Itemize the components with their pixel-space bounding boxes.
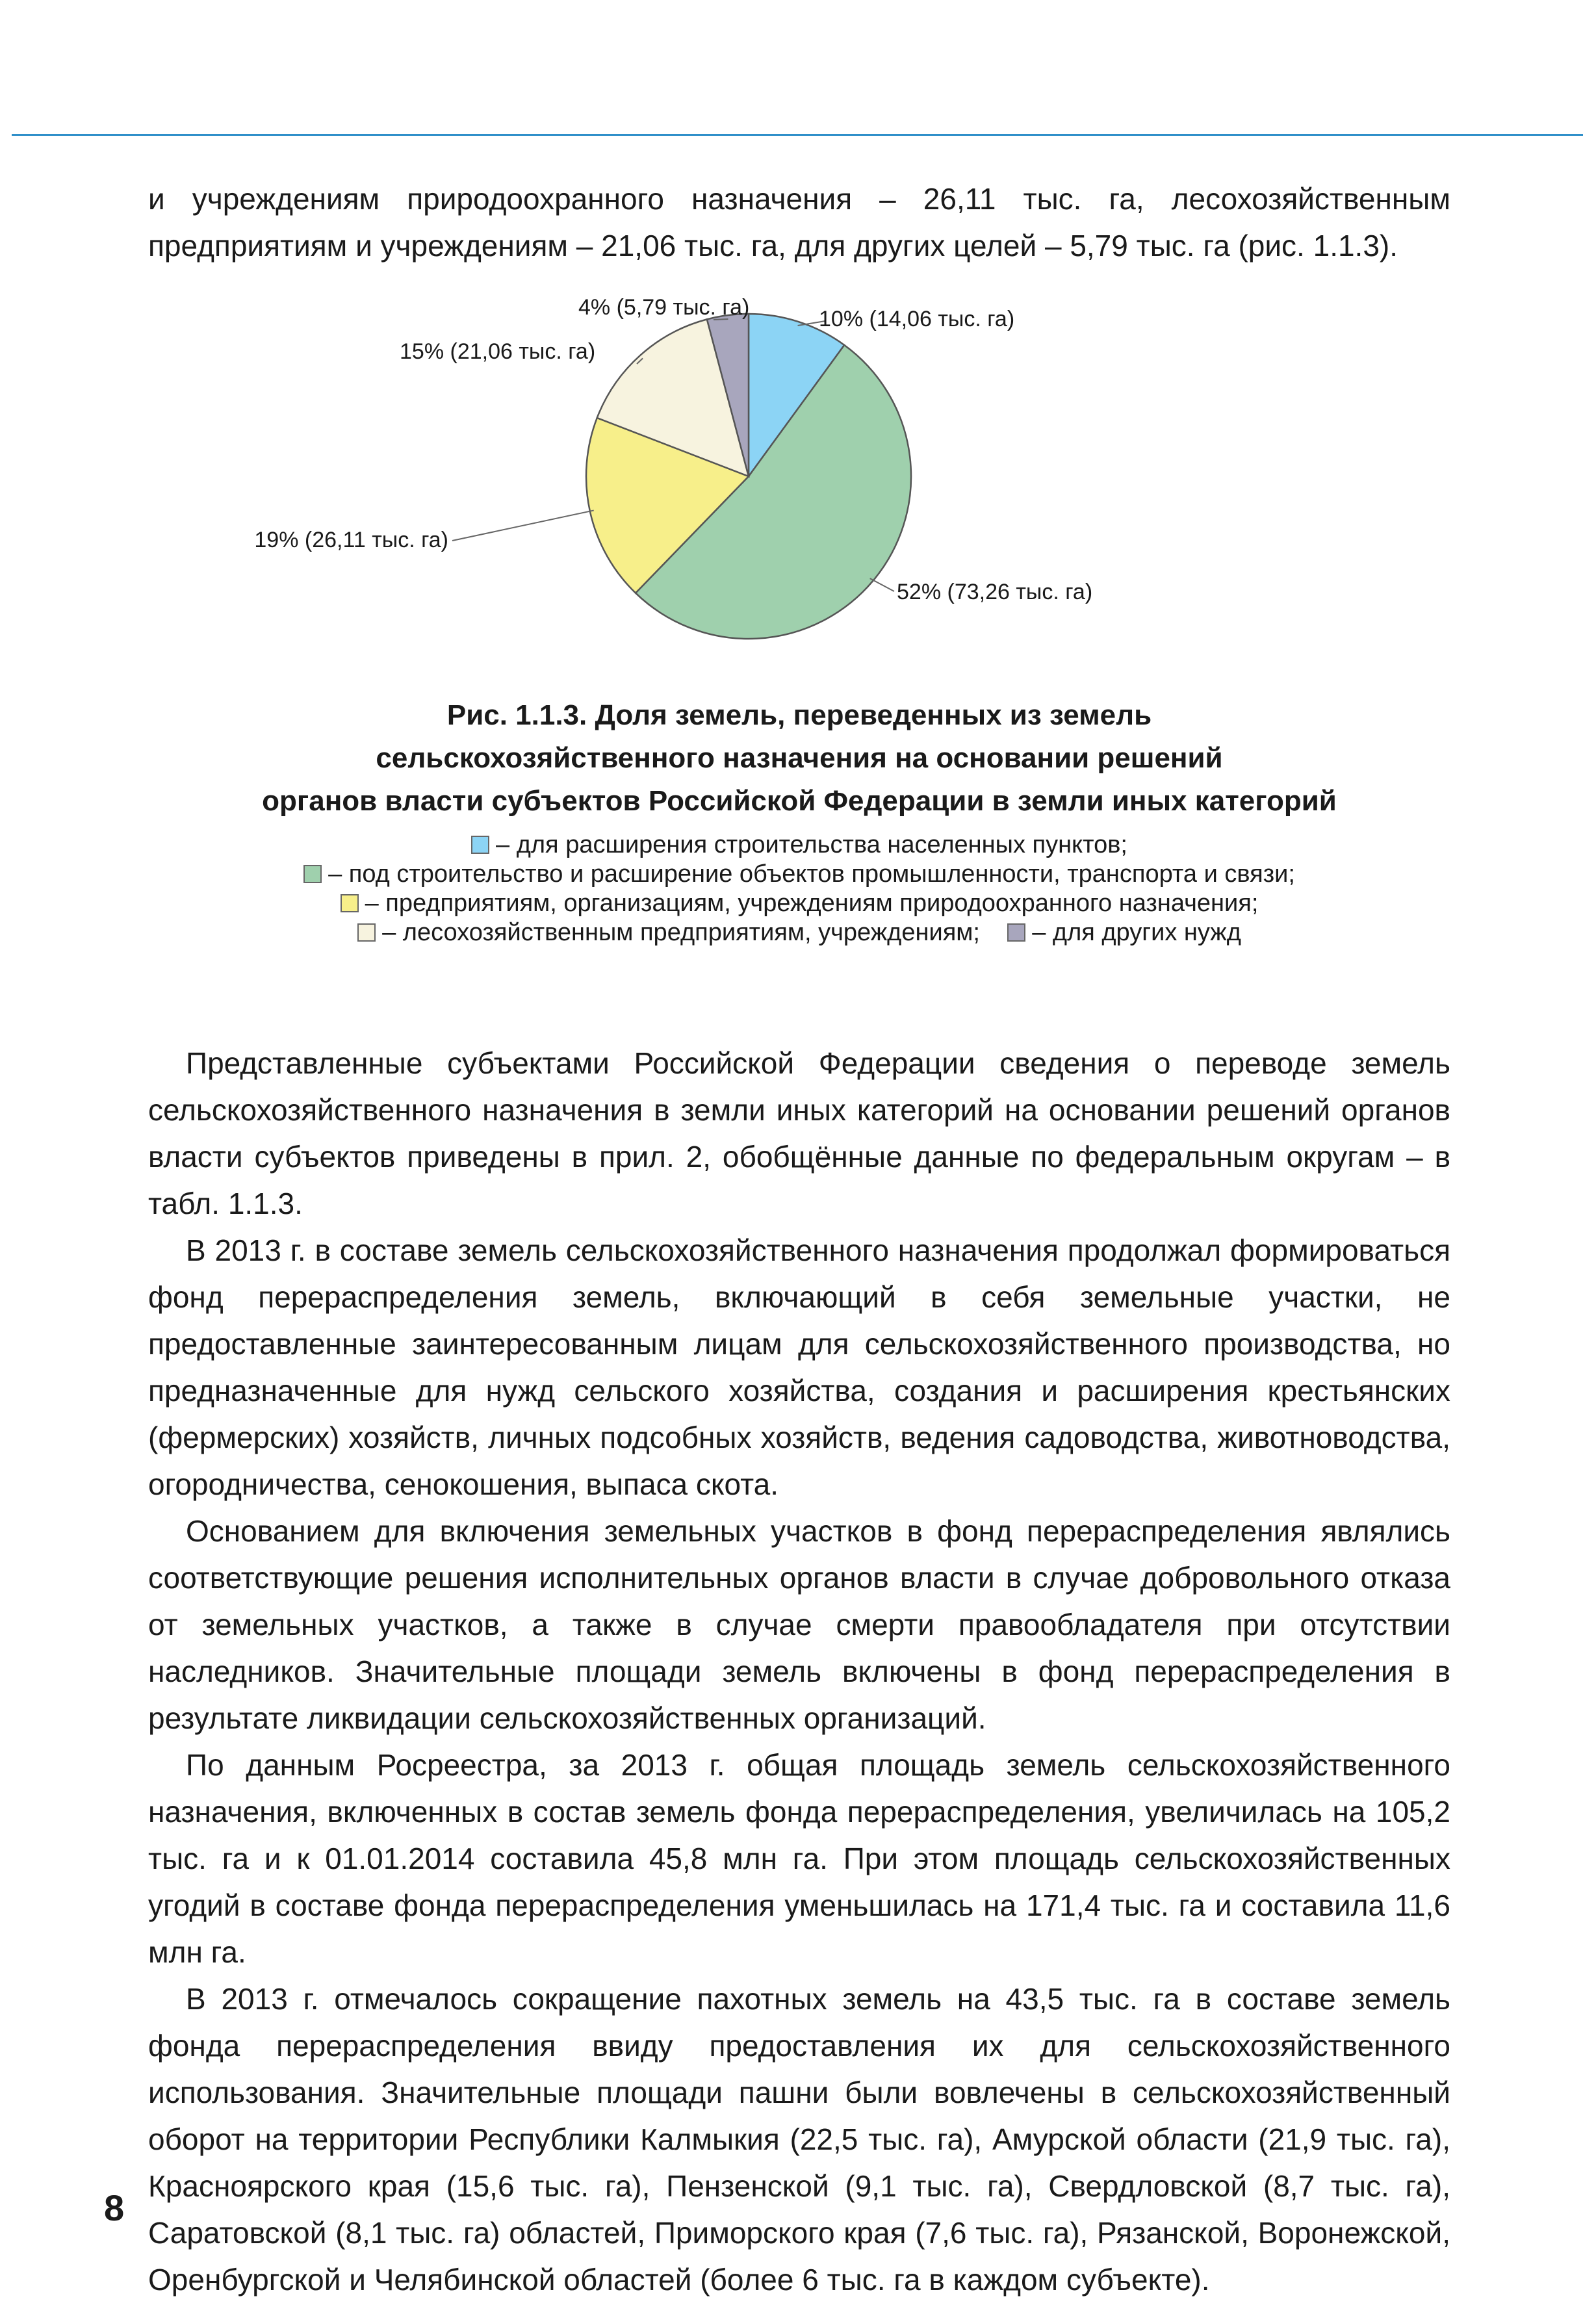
legend-text-5: – для других нужд (1032, 919, 1241, 946)
legend-text-2: – под строительство и расширение объектов промышленности, транспорта и связи; (328, 860, 1295, 888)
legend-item (341, 889, 1259, 918)
legend-text-1: – для расширения строительства населенных пунктов; (496, 831, 1127, 858)
legend-swatch-4 (357, 923, 376, 942)
pie-slice-label-5: 4% (5,79 тыс. га) (578, 295, 750, 320)
body-text (148, 1040, 1450, 2303)
legend-item (303, 860, 1295, 889)
leader-line-3 (452, 510, 594, 541)
intro-paragraph: и учреждениям природоохранного назначения – 26,11 тыс. га, лесохозяйственным предприятиям и учреждениям – 21,06 тыс. га, для других целей – 5,79 тыс. га (рис. 1.1.3). (148, 182, 1450, 263)
legend-swatch-3 (341, 894, 359, 912)
caption-line-1: Рис. 1.1.3. Доля земель, переведенных из земель (446, 699, 1152, 731)
legend-item (357, 918, 980, 947)
chart-legend (148, 830, 1450, 947)
body-paragraph: Основанием для включения земельных участков в фонд перераспределения являлись соответствующие решения исполнительных органов власти в случае добровольного отказа от земельных участков, а также в случае смерти правообладателя при отсутствии наследников. Значительные площади земель включены в фонд перераспределения в результате ликвидации сельскохозяйственных организаций. (148, 1514, 1450, 1735)
header-rule (12, 134, 1583, 136)
legend-item (471, 830, 1127, 860)
body-paragraph: По данным Росреестра, за 2013 г. общая площадь земель сельскохозяйственного назначения, включенных в состав земель фонда перераспределения, увеличилась на 105,2 тыс. га и к 01.01.2014 составила 45,8 млн га. При этом площадь сельскохозяйственных угодий в составе фонда перераспределения уменьшилась на 171,4 тыс. га и составила 11,6 млн га. (148, 1748, 1450, 1969)
caption-line-3: органов власти субъектов Российской Федерации в земли иных категорий (262, 785, 1337, 817)
caption-line-2: сельскохозяйственного назначения на основании решений (376, 742, 1223, 774)
legend-line (148, 889, 1450, 918)
legend-line (148, 918, 1450, 947)
pie-slice-label-2: 52% (73,26 тыс. га) (897, 580, 1093, 604)
legend-line (148, 830, 1450, 860)
body-paragraph: В 2013 г. в составе земель сельскохозяйственного назначения продолжал формироваться фонд перераспределения земель, включающий в себя земельные участки, не предоставленные заинтересованным лицам для сельскохозяйственного производства, но предназначенные для нужд сельского хозяйства, создания и расширения крестьянских (фермерских) хозяйств, личных подсобных хозяйств, ведения садоводства, животноводства, огородничества, сенокошения, выпаса скота. (148, 1233, 1450, 1501)
legend-line (148, 860, 1450, 889)
legend-swatch-5 (1007, 923, 1025, 942)
page-number: 8 (104, 2187, 125, 2228)
body-paragraph: В 2013 г. отмечалось сокращение пахотных земель на 43,5 тыс. га в составе земель фонда перераспределения ввиду предоставления их для сельскохозяйственного использования. Значительные площади пашни были вовлечены в сельскохозяйственный оборот на территории Республики Калмыкия (22,5 тыс. га), Амурской области (21,9 тыс. га), Красноярского края (15,6 тыс. га), Пензенской (9,1 тыс. га), Свердловской (8,7 тыс. га), Саратовской (8,1 тыс. га) областей, Приморского края (7,6 тыс. га), Рязанской, Воронежской, Оренбургской и Челябинской областей (более 6 тыс. га в каждом субъекте). (148, 1982, 1450, 2297)
legend-text-3: – предприятиям, организациям, учреждениям природоохранного назначения; (365, 890, 1259, 917)
body-paragraph: Представленные субъектами Российской Федерации сведения о переводе земель сельскохозяйственного назначения в земли иных категорий на основании решений органов власти субъектов приведены в прил. 2, обобщённые данные по федеральным округам – в табл. 1.1.3. (148, 1046, 1450, 1220)
pie-chart (254, 281, 1170, 671)
leader-line-2 (870, 578, 894, 591)
pie-slice-label-4: 15% (21,06 тыс. га) (400, 339, 596, 364)
legend-text-4: – лесохозяйственным предприятиям, учреждениям; (382, 919, 980, 946)
pie-slice-label-1: 10% (14,06 тыс. га) (819, 307, 1015, 331)
legend-item (1007, 918, 1241, 947)
legend-swatch-2 (303, 865, 322, 883)
intro-text (148, 175, 1450, 269)
figure-caption (148, 694, 1450, 823)
pie-slice-label-3: 19% (26,11 тыс. га) (254, 528, 448, 552)
legend-swatch-1 (471, 836, 489, 854)
